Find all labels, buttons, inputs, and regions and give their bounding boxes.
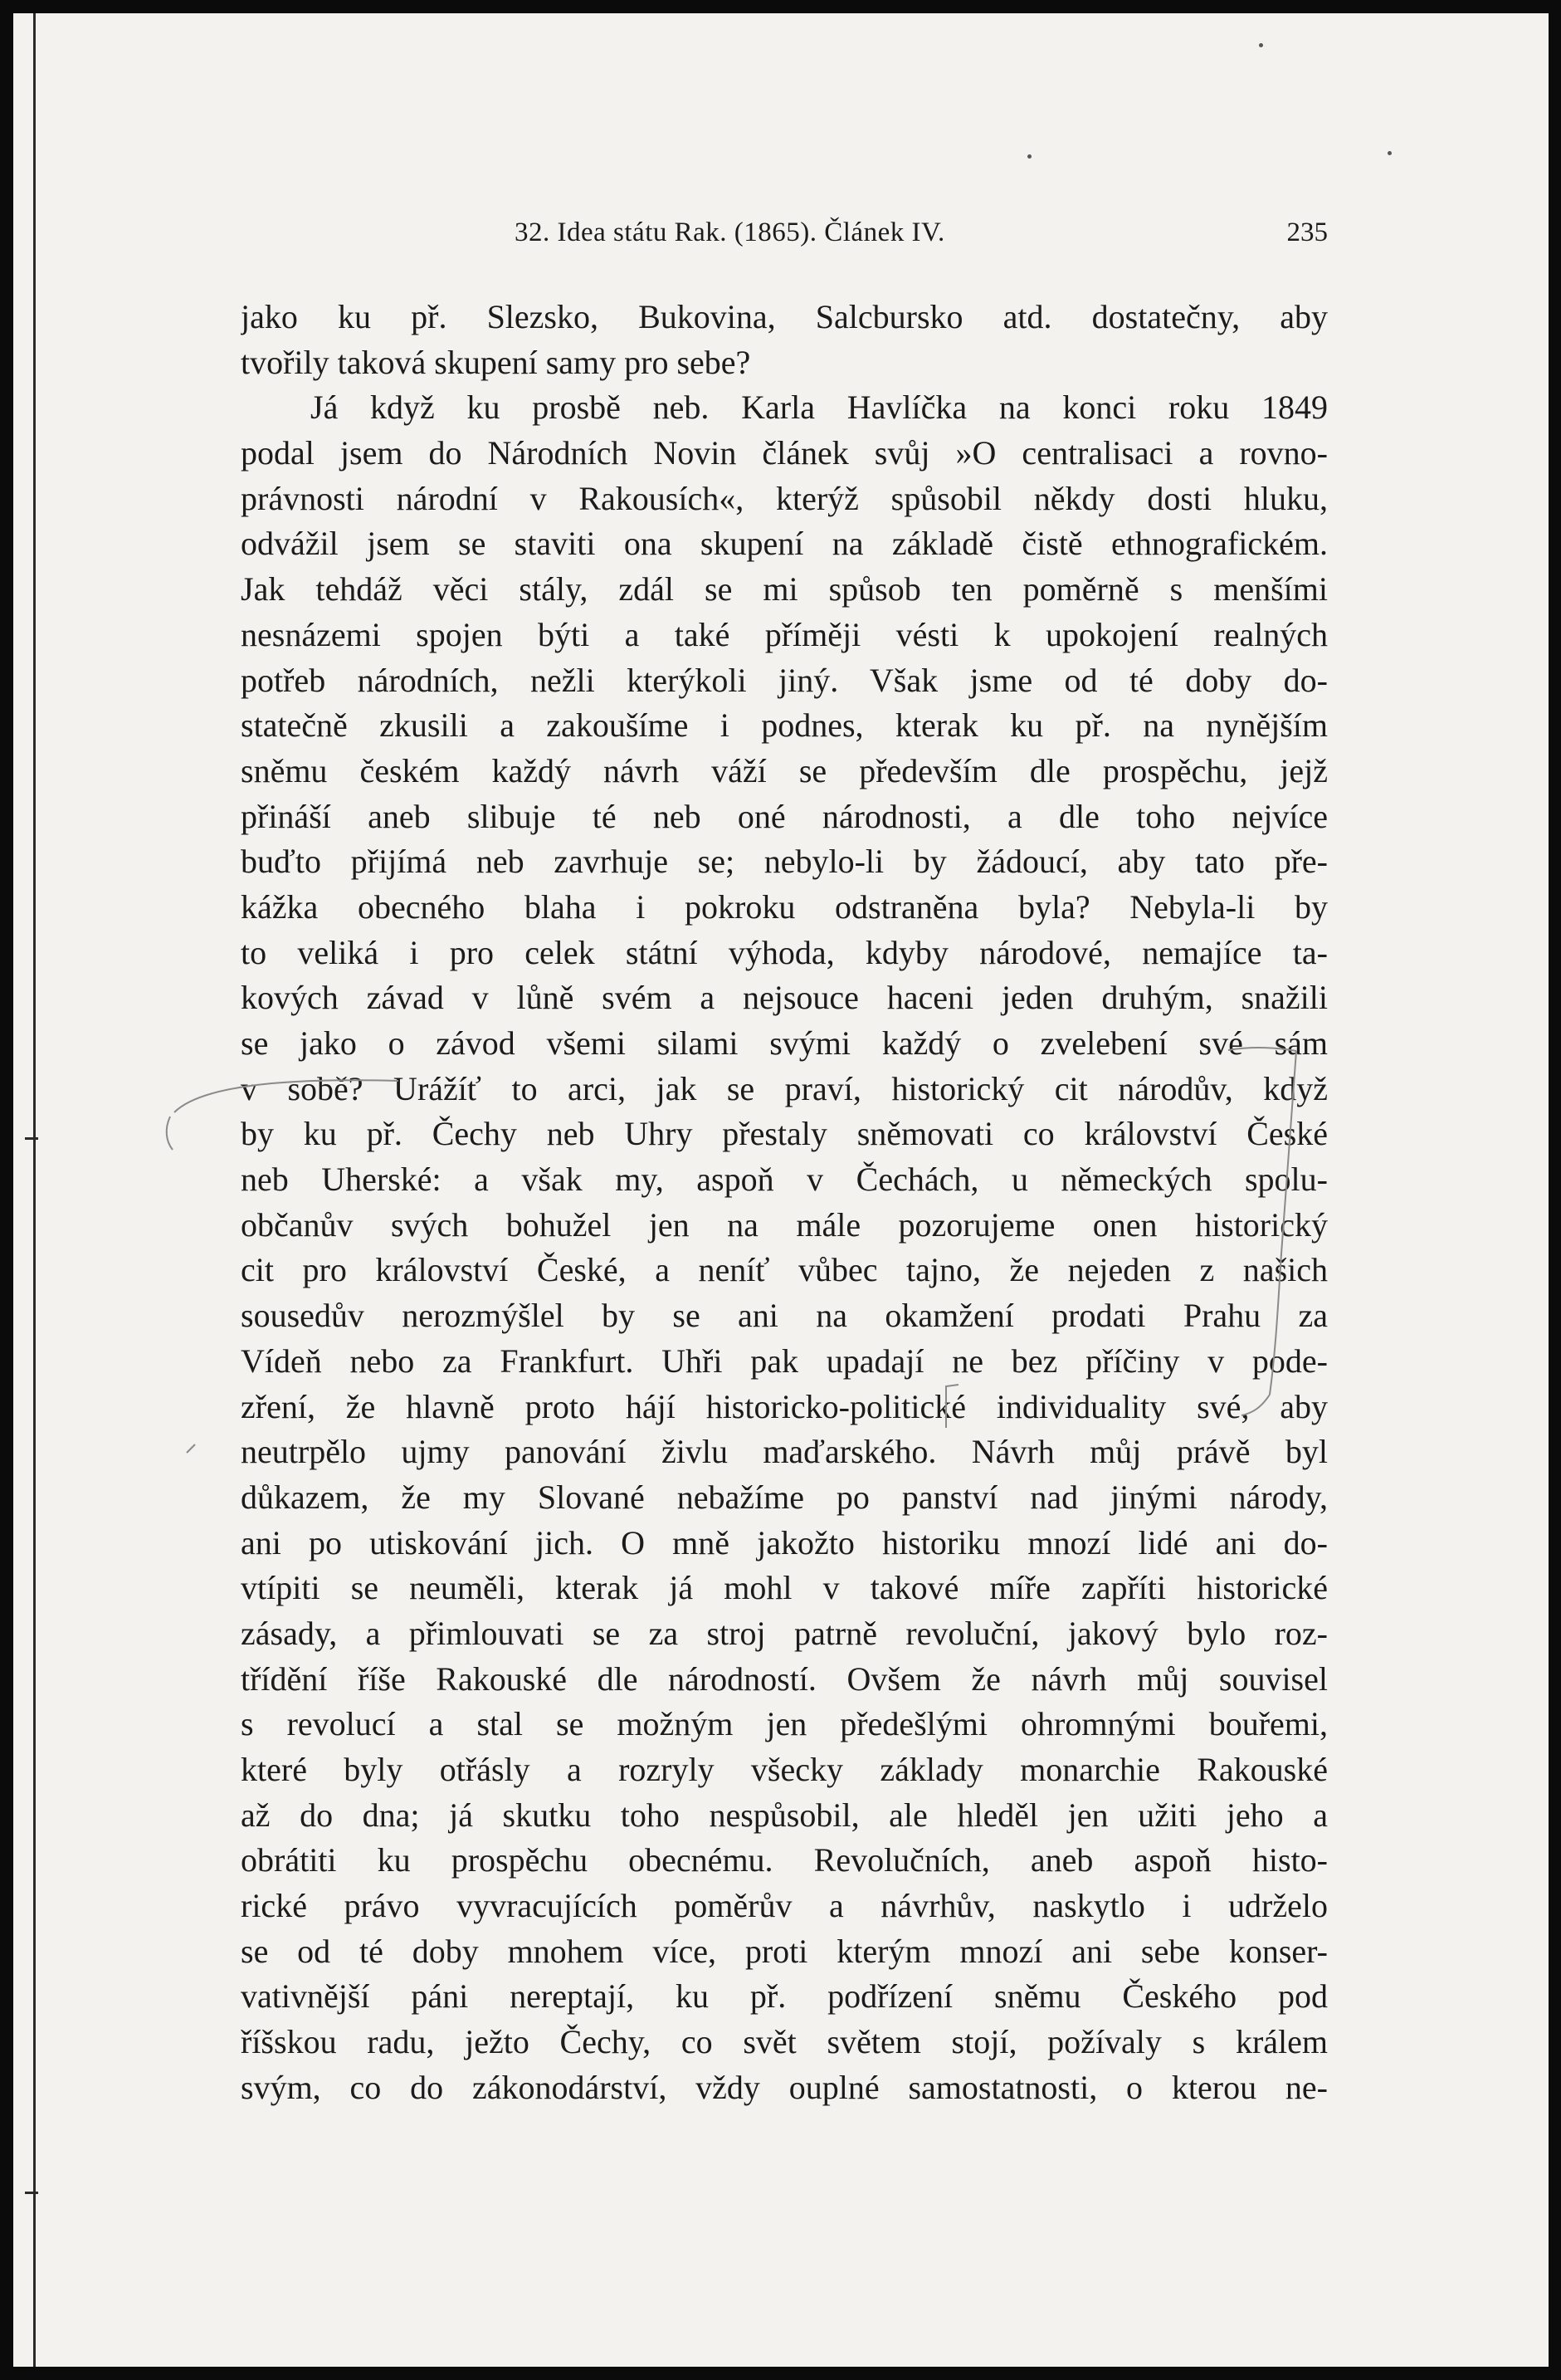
text-line: zření, že hlavně proto hájí historicko-politické individuality své, aby	[241, 1387, 1328, 1425]
text-line: kážka obecného blaha i pokroku odstraněna byla? Nebyla-li by	[241, 887, 1328, 926]
scan-border-right	[1549, 0, 1561, 2380]
text-line: třídění říše Rakouské dle národností. Ovšem že návrh můj souvisel	[241, 1659, 1328, 1698]
text-line: buďto přijímá neb zavrhuje se; nebylo-li by žádoucí, aby tato pře-	[241, 843, 1328, 881]
text-line: neb Uherské: a však my, aspoň v Čechách, u německých spolu-	[241, 1161, 1328, 1199]
text-line: by ku př. Čechy neb Uhry přestaly sněmovati co království České	[241, 1115, 1328, 1153]
text-line: jako ku př. Slezsko, Bukovina, Salcbursko atd. dostatečny, aby	[241, 298, 1328, 335]
text-line: statečně zkusili a zakoušíme i podnes, kterak ku př. na nynějším	[241, 706, 1328, 745]
text-line: cit pro království České, a neníť vůbec tajno, že nejeden z našich	[241, 1251, 1328, 1289]
text-line: Já když ku prosbě neb. Karla Havlíčka na konci roku 1849	[310, 389, 1328, 427]
text-line: odvážil jsem se staviti ona skupení na základě čistě ethnografickém.	[241, 525, 1328, 563]
text-line: sněmu českém každý návrh váží se především dle prospěchu, jejž	[241, 751, 1328, 789]
pencil-bracket-annotation	[149, 1029, 1361, 1461]
text-line: to veliká i pro celek státní výhoda, kdyby národové, nemajíce ta-	[241, 933, 1328, 971]
text-line: podal jsem do Národních Novin článek svůj »O centralisaci a rovno-	[241, 434, 1328, 472]
text-line: svým, co do zákonodárství, vždy ouplné samostatnosti, o kterou ne-	[241, 2068, 1328, 2106]
running-head: 32. Idea státu Rak. (1865). Článek IV.	[515, 217, 945, 247]
binding-mark	[25, 1137, 38, 1140]
text-line: sousedův nerozmýšlel by se ani na okamžení prodati Prahu za	[241, 1297, 1328, 1335]
scan-speck	[1388, 151, 1392, 155]
text-line: s revolucí a stal se možným jen předešlými ohromnými bouřemi,	[241, 1705, 1328, 1743]
text-line: až do dna; já skutku toho nespůsobil, ale hleděl jen užiti jeho a	[241, 1796, 1328, 1834]
text-line: které byly otřásly a rozryly všecky základy monarchie Rakouské	[241, 1751, 1328, 1788]
text-line: občanův svých bohužel jen na mále pozorujeme onen historický	[241, 1205, 1328, 1244]
text-line: říšskou radu, ježto Čechy, co svět světem stojí, požívaly s králem	[241, 2023, 1328, 2061]
text-line: tvořily taková skupení samy pro sebe?	[241, 343, 751, 381]
text-line: Vídeň nebo za Frankfurt. Uhři pak upadají ne bez příčiny v pode-	[241, 1341, 1328, 1380]
page-header	[241, 217, 1328, 259]
page-binding-edge	[33, 13, 36, 2367]
text-line: rické právo vyvracujících poměrův a návrhův, naskytlo i udrželo	[241, 1887, 1328, 1925]
text-line: právnosti národní v Rakousích«, kterýž spůsobil někdy dosti hluku,	[241, 479, 1328, 517]
text-line: se jako o závod všemi silami svými každý o zvelebení své sám	[241, 1024, 1328, 1062]
scan-border-bottom	[0, 2367, 1561, 2380]
binding-mark	[25, 2192, 38, 2194]
text-line: Jak tehdáž věci stály, zdál se mi spůsob ten poměrně s menšími	[241, 570, 1328, 608]
text-line: se od té doby mnohem více, proti kterým mnozí ani sebe konser-	[241, 1932, 1328, 1970]
text-line: v sobě? Urážíť to arci, jak se praví, historický cit národův, když	[241, 1069, 1328, 1107]
text-line: potřeb národních, nežli kterýkoli jiný. Však jsme od té doby do-	[241, 661, 1328, 699]
text-line: neutrpělo ujmy panování živlu maďarského. Návrh můj právě byl	[241, 1433, 1328, 1471]
text-line: vativnější páni nereptají, ku př. podřízení sněmu Českého pod	[241, 1977, 1328, 2016]
text-line: ani po utiskování jich. O mně jakožto historiku mnozí lidé ani do-	[241, 1523, 1328, 1561]
text-line: nesnázemi spojen býti a také příměji vésti k upokojení realných	[241, 615, 1328, 653]
scan-speck	[1027, 154, 1032, 159]
page-number: 235	[1286, 217, 1328, 247]
text-line: vtípiti se neuměli, kterak já mohl v takové míře zapříti historické	[241, 1569, 1328, 1607]
scan-border-top	[0, 0, 1561, 13]
scan-speck	[1259, 43, 1263, 47]
text-line: přináší aneb slibuje té neb oné národnosti, a dle toho nejvíce	[241, 797, 1328, 835]
text-line: zásady, a přimlouvati se za stroj patrně revoluční, jakový bylo roz-	[241, 1614, 1328, 1652]
scan-border-left	[0, 0, 13, 2380]
text-line: kových závad v lůně svém a nejsouce haceni jeden druhým, snažili	[241, 979, 1328, 1017]
text-line: obrátiti ku prospěchu obecnému. Revolučních, aneb aspoň histo-	[241, 1841, 1328, 1879]
text-line: důkazem, že my Slované nebažíme po panství nad jinými národy,	[241, 1478, 1328, 1516]
